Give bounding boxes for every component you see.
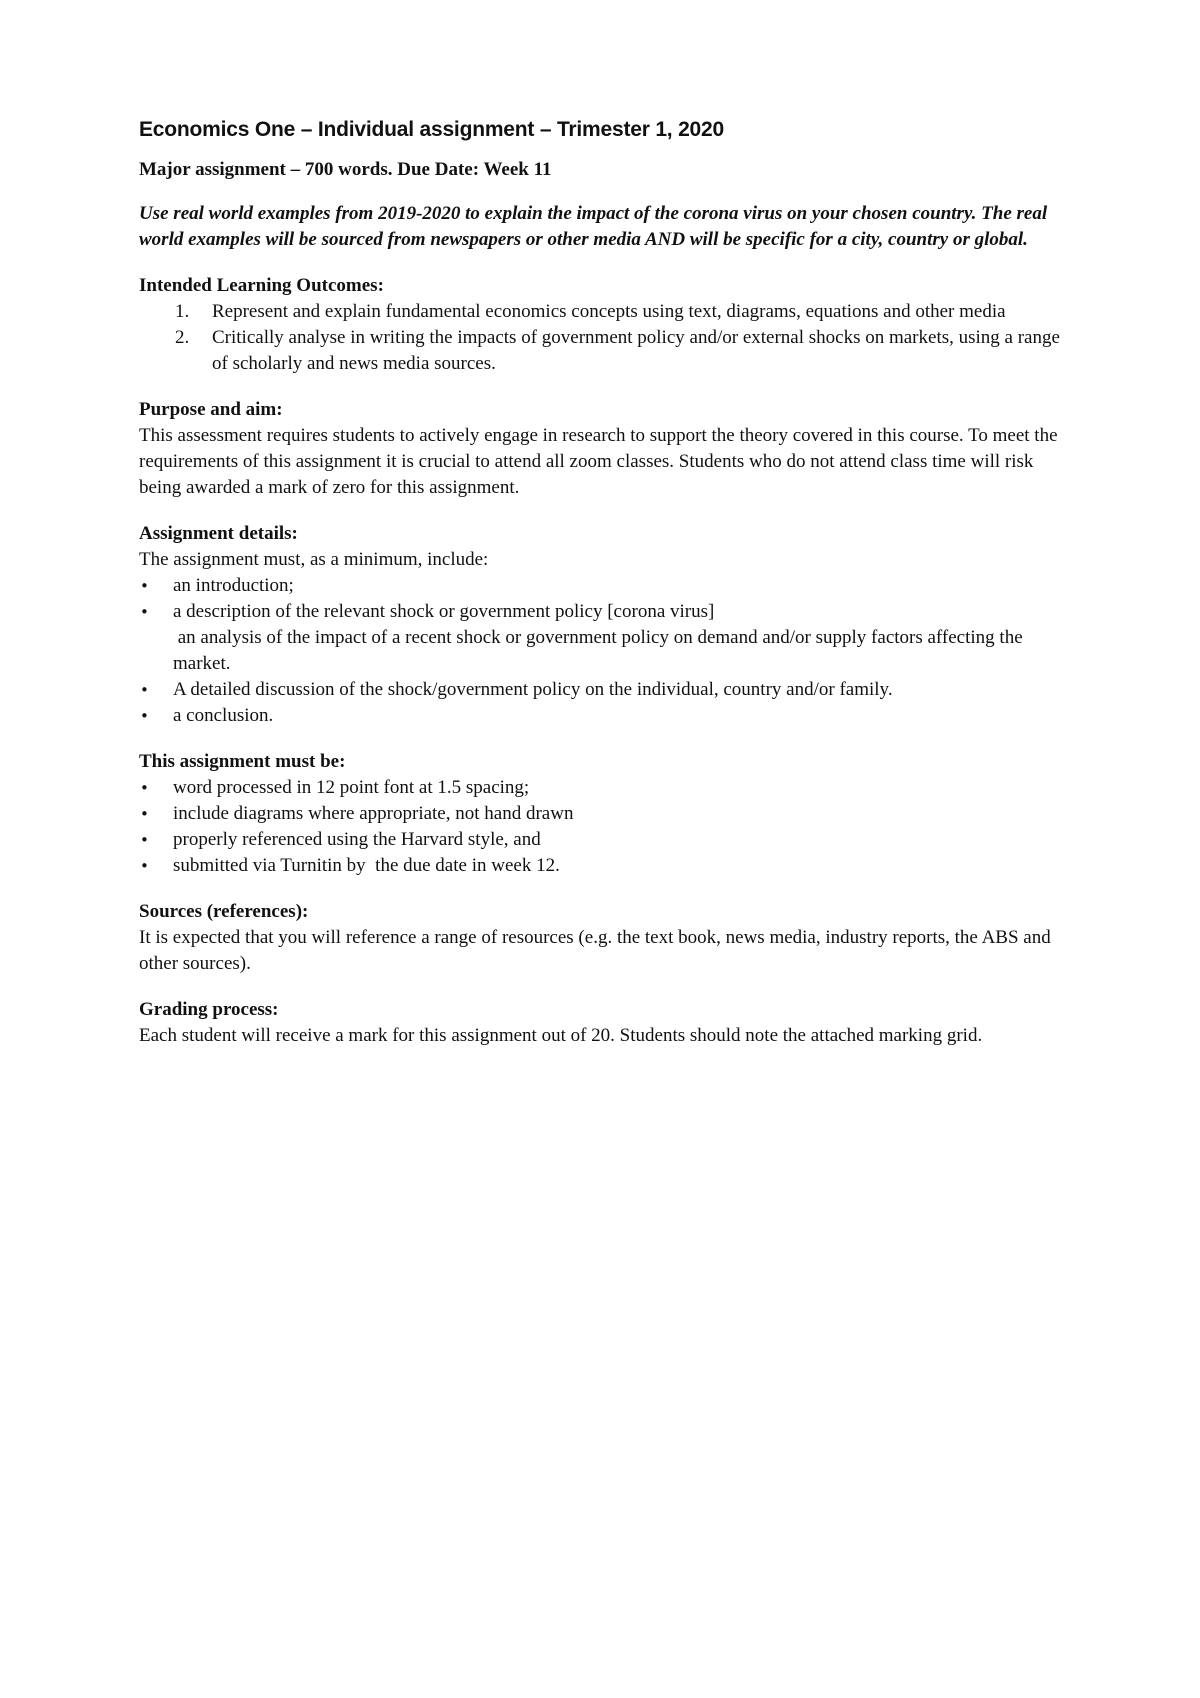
list-item-text: A detailed discussion of the shock/government policy on the individual, country and/or family. — [173, 679, 893, 700]
outcomes-section — [139, 273, 1069, 377]
list-item — [139, 677, 1069, 703]
list-item-text: a description of the relevant shock or government policy [corona virus] — [173, 601, 715, 622]
document-page — [139, 118, 1069, 1069]
bullet-icon: • — [140, 779, 149, 797]
list-item — [139, 599, 1069, 625]
list-item-text: include diagrams where appropriate, not hand drawn — [173, 803, 574, 824]
grading-heading: Grading process: — [139, 999, 279, 1020]
bullet-icon: • — [140, 831, 149, 849]
requirements-heading: This assignment must be: — [139, 751, 346, 772]
list-item-text: an introduction; — [173, 575, 294, 596]
sources-text: It is expected that you will reference a range of resources (e.g. the text book, news media, industry reports, the ABS and other sources). — [139, 927, 1051, 974]
requirements-list — [139, 775, 1069, 879]
sources-section — [139, 899, 1069, 977]
bullet-icon: • — [140, 603, 149, 621]
details-heading: Assignment details: — [139, 523, 298, 544]
list-number: 1. — [175, 301, 190, 322]
list-item-text: Represent and explain fundamental economics concepts using text, diagrams, equations and other media — [212, 301, 1006, 322]
list-item-text: an analysis of the impact of a recent shock or government policy on demand and/or supply factors affecting the market. — [173, 627, 1028, 674]
details-section — [139, 521, 1069, 729]
document-subtitle: Major assignment – 700 words. Due Date: Week 11 — [139, 159, 552, 180]
document-title: Economics One – Individual assignment – Trimester 1, 2020 — [139, 118, 724, 141]
bullet-icon: • — [140, 681, 149, 699]
sources-heading: Sources (references): — [139, 901, 309, 922]
list-item — [139, 853, 1069, 879]
list-item-text: Critically analyse in writing the impacts of government policy and/or external shocks on markets, using a range of scholarly and news media sources. — [212, 327, 1060, 374]
outcomes-heading: Intended Learning Outcomes: — [139, 275, 384, 296]
purpose-section — [139, 397, 1069, 501]
grading-text: Each student will receive a mark for this assignment out of 20. Students should note the attached marking grid. — [139, 1025, 983, 1046]
list-item — [139, 573, 1069, 599]
list-item — [139, 775, 1069, 801]
list-item — [139, 299, 1069, 325]
bullet-icon: • — [140, 577, 149, 595]
outcomes-list — [139, 299, 1069, 377]
list-item — [139, 801, 1069, 827]
purpose-heading: Purpose and aim: — [139, 399, 283, 420]
purpose-text: This assessment requires students to actively engage in research to support the theory covered in this course. To meet the requirements of this assignment it is crucial to attend all zoom classes. Students who do not attend class time will risk being awarded a mark of zero for this assignment. — [139, 425, 1058, 498]
list-item-text: properly referenced using the Harvard style, and — [173, 829, 541, 850]
list-item-text: submitted via Turnitin by the due date in week 12. — [173, 855, 560, 876]
list-item — [139, 625, 1069, 677]
list-item — [139, 703, 1069, 729]
list-item-text: word processed in 12 point font at 1.5 spacing; — [173, 777, 530, 798]
bullet-icon: • — [140, 857, 149, 875]
assignment-intro: Use real world examples from 2019-2020 to explain the impact of the corona virus on your chosen country. The real world examples will be sourced from newspapers or other media AND will be specific for a city, country or global. — [139, 203, 1048, 250]
list-number: 2. — [175, 327, 190, 348]
bullet-icon: • — [140, 707, 149, 725]
list-item — [139, 325, 1069, 377]
bullet-icon: • — [140, 805, 149, 823]
requirements-section — [139, 749, 1069, 879]
details-list — [139, 573, 1069, 729]
list-item-text: a conclusion. — [173, 705, 274, 726]
grading-section — [139, 997, 1069, 1049]
details-lead: The assignment must, as a minimum, include: — [139, 549, 489, 570]
list-item — [139, 827, 1069, 853]
